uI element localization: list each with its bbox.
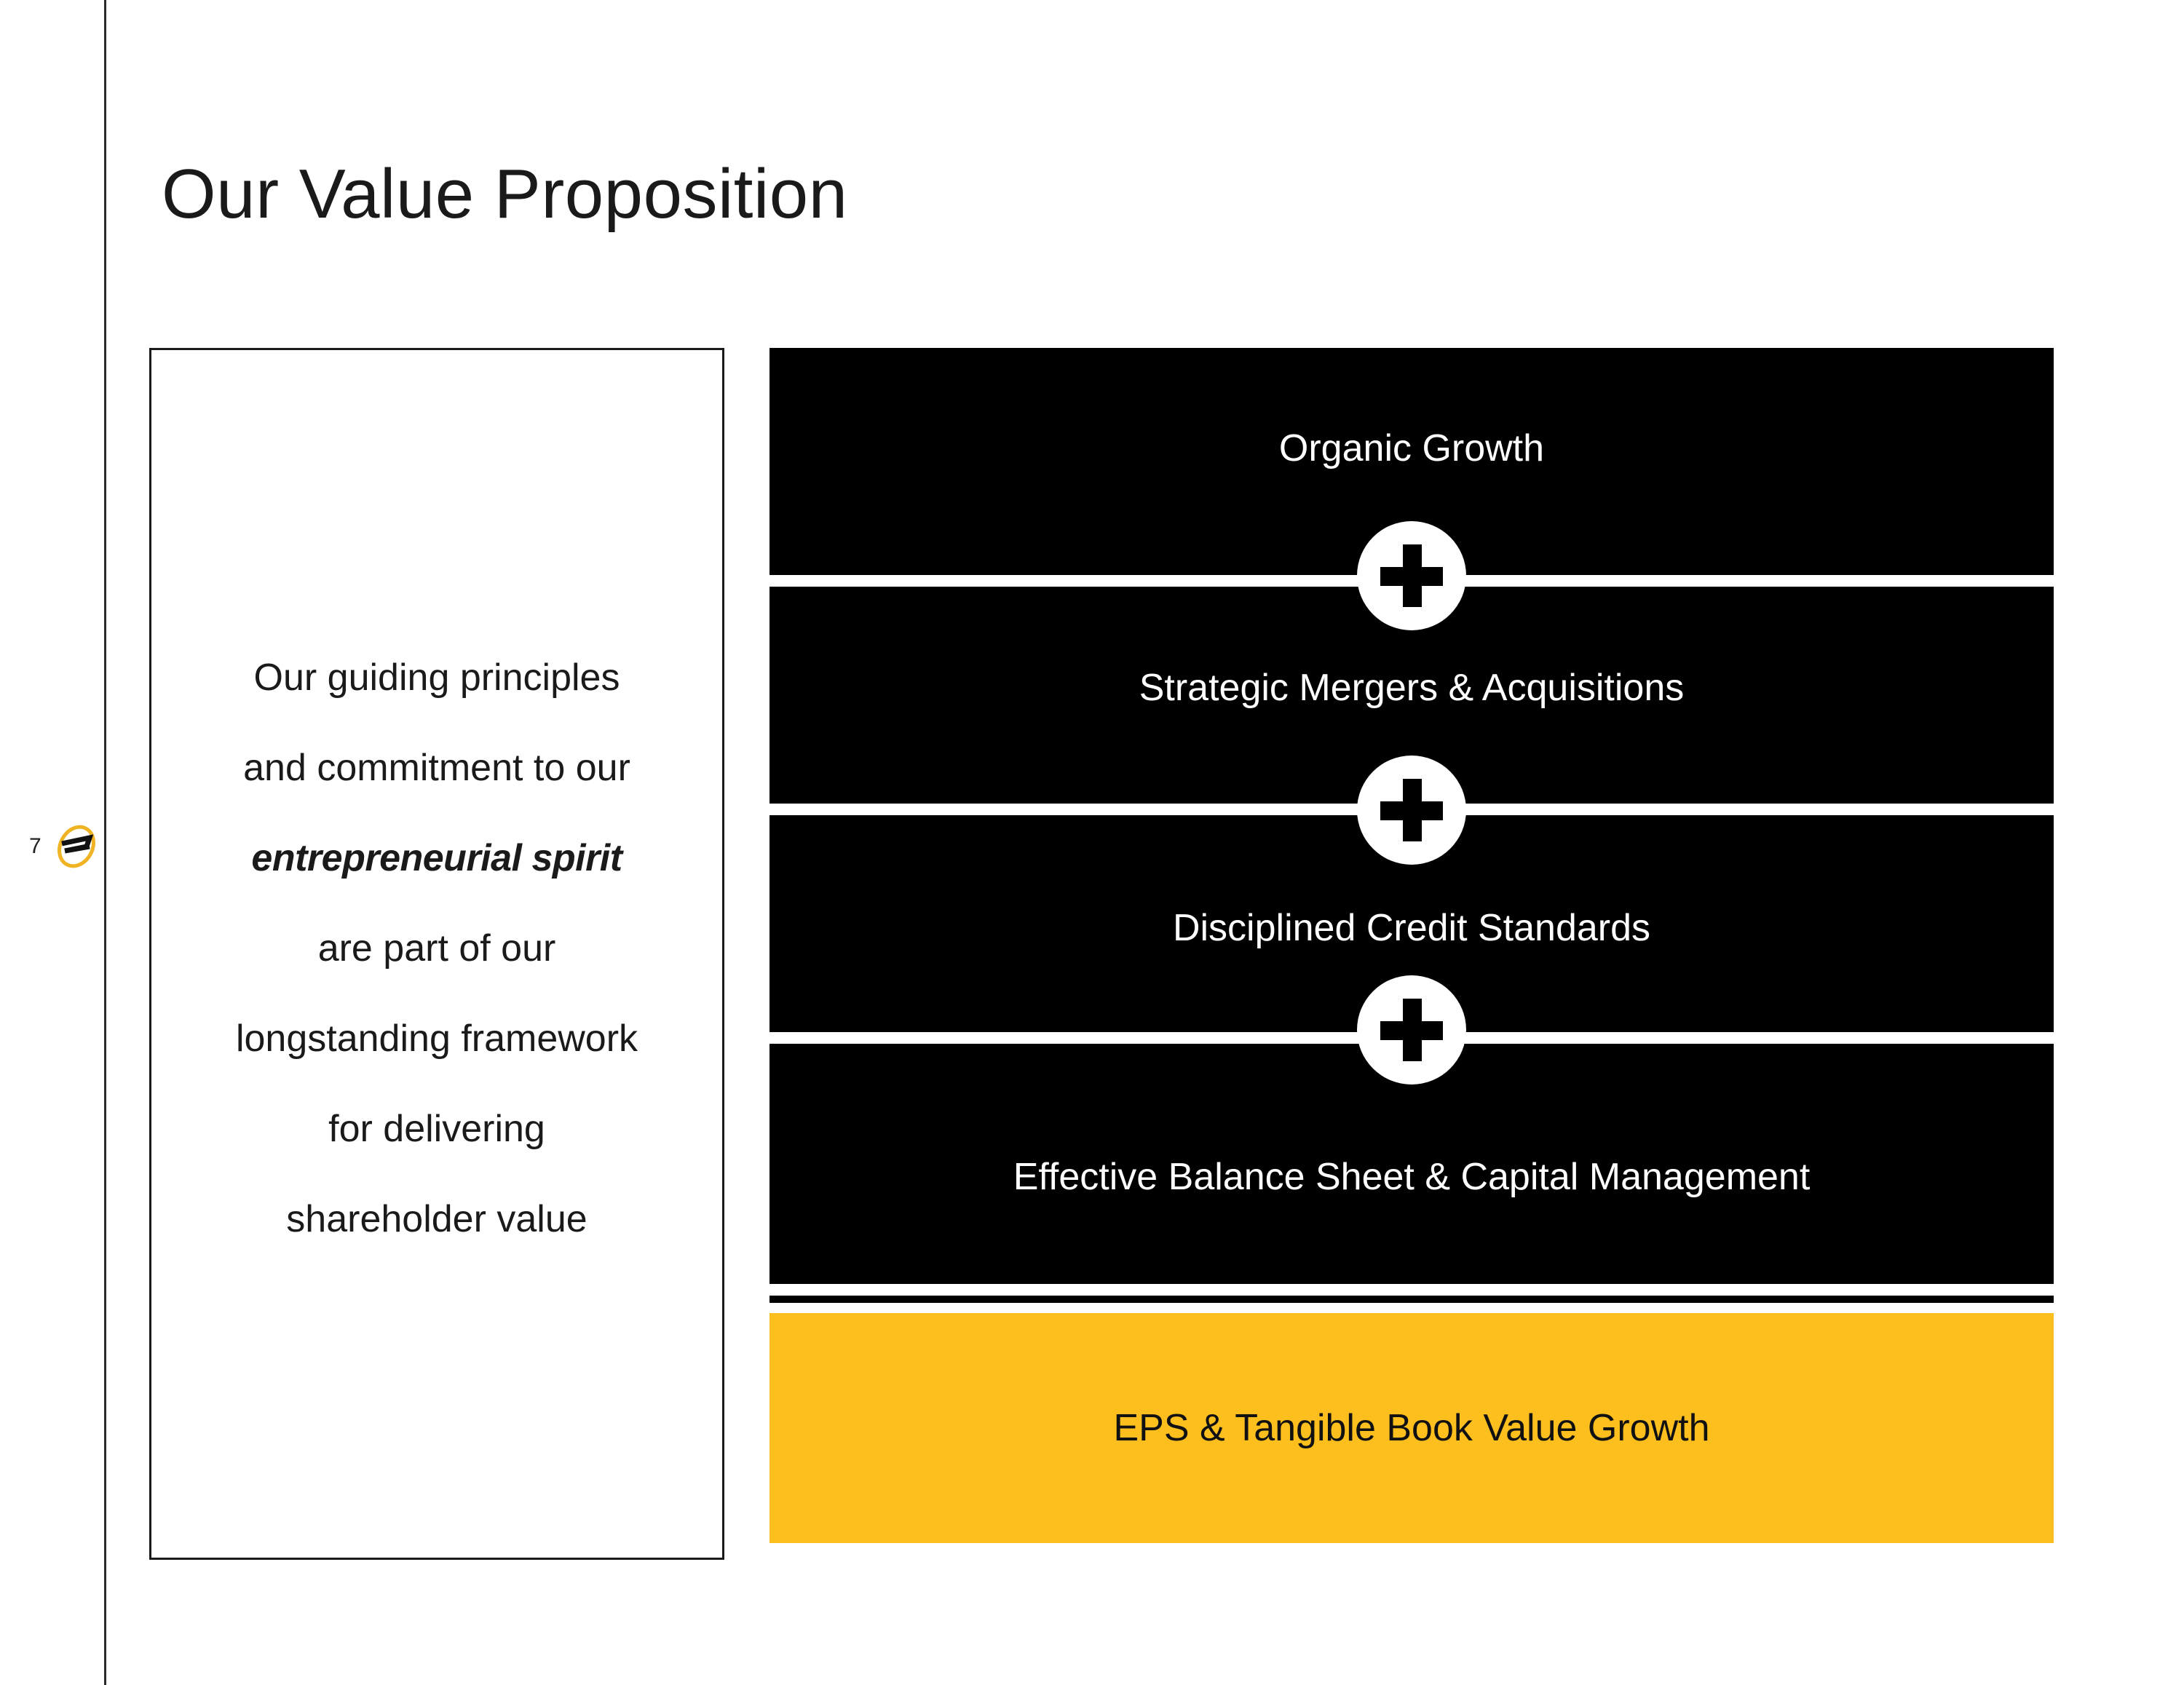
plus-icon [1357,975,1466,1085]
guiding-principles-text [151,633,722,1264]
value-bar-label: Effective Balance Sheet & Capital Management [1013,1156,1811,1198]
plus-icon [1357,756,1466,865]
page-marker [29,806,160,887]
guiding-principles-panel [149,348,724,1560]
value-bar-label: Strategic Mergers & Acquisitions [1139,667,1685,709]
page-title: Our Value Proposition [162,155,848,233]
principles-line-3-emphasis: entrepreneurial spirit [251,837,622,879]
value-result-label: EPS & Tangible Book Value Growth [1113,1407,1710,1449]
plus-icon [1357,521,1466,630]
page-number: 7 [29,834,41,858]
principles-line-6: for delivering [328,1108,545,1150]
value-driver-stack [769,348,2054,1543]
value-bar-eps-tangible-book-value-growth [769,1313,2054,1543]
principles-line-7: shareholder value [286,1198,587,1240]
value-bar-label: Organic Growth [1278,427,1545,469]
principles-line-5: longstanding framework [235,1018,638,1060]
principles-line-2: and commitment to our [243,747,630,789]
value-bar-label: Disciplined Credit Standards [1172,907,1651,949]
stack-divider [769,1296,2054,1303]
stylized-e-logo-icon [52,822,101,871]
principles-line-1: Our guiding principles [253,657,620,699]
principles-line-4: are part of our [317,927,556,970]
